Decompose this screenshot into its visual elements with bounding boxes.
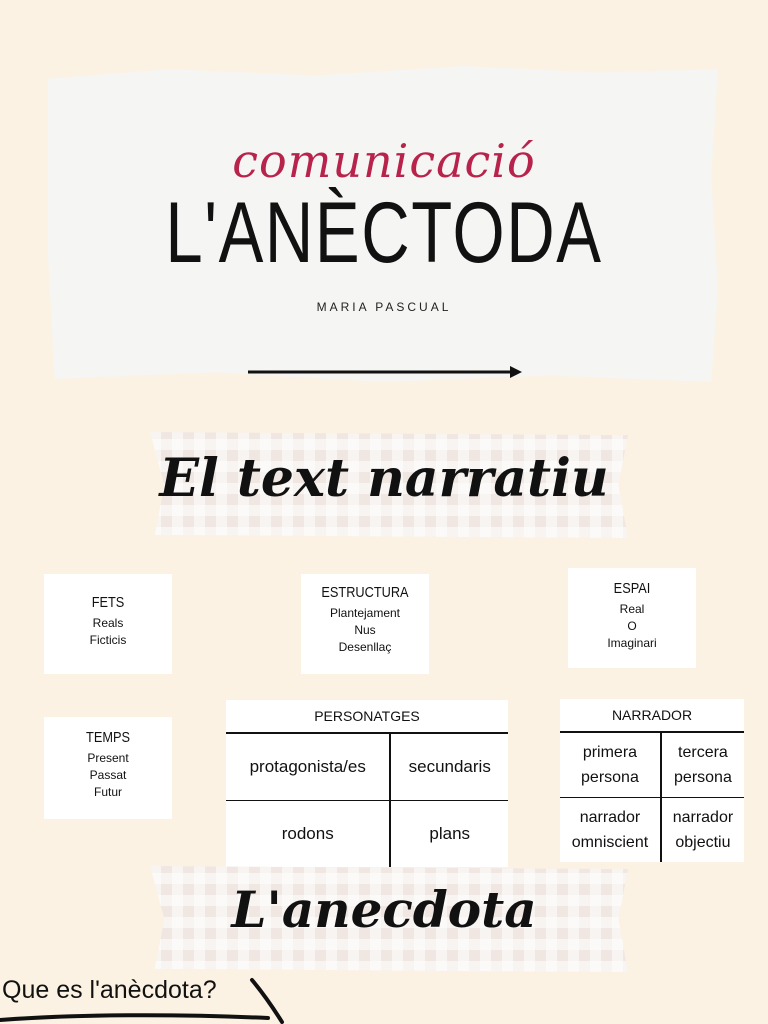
- table-cell: secundaris: [390, 733, 508, 801]
- table-cell: plans: [429, 824, 471, 843]
- card-line: Desenllaç: [338, 640, 392, 654]
- card-line: Nus: [354, 623, 376, 637]
- card-title: ESTRUCTURA: [321, 584, 409, 601]
- table-cell: primera persona: [560, 732, 661, 798]
- table-cell: tercera persona: [661, 732, 744, 798]
- question-text: Que es l'anècdota?: [2, 976, 217, 1004]
- card-title: FETS: [91, 594, 125, 611]
- card-title: ESPAI: [613, 580, 651, 597]
- subject-script-title: comunicació: [232, 134, 536, 188]
- page-title: L'ANÈCTODA: [165, 185, 603, 281]
- table-cell: rodons: [226, 801, 390, 868]
- card-line: Passat: [89, 768, 127, 782]
- card-line: Present: [87, 751, 129, 765]
- card-temps: [44, 717, 172, 819]
- table-narrador: [560, 699, 744, 862]
- card-estructura: [301, 574, 429, 674]
- table-row: [226, 733, 508, 801]
- card-line: Futur: [93, 785, 122, 799]
- card-line: Imaginari: [607, 636, 657, 650]
- table-row: [560, 798, 744, 863]
- table-cell: narrador objectiu: [672, 809, 734, 851]
- card-line: O: [627, 619, 637, 633]
- author-name: MARIA PASCUAL: [316, 300, 452, 314]
- card-line: Plantejament: [329, 606, 401, 620]
- arrow-right-icon: [246, 362, 526, 382]
- card-line: Reals: [92, 616, 124, 630]
- table-header: PERSONATGES: [226, 700, 508, 733]
- card-line: Ficticis: [89, 633, 127, 647]
- table-cell: protagonista/es: [226, 733, 390, 801]
- table-cell: narrador omniscient: [560, 798, 661, 863]
- card-title: TEMPS: [86, 729, 130, 746]
- table-row: [560, 732, 744, 798]
- table-header: NARRADOR: [560, 699, 744, 732]
- section-heading-anecdota: L'anecdota: [231, 880, 537, 939]
- card-line: Real: [619, 602, 645, 616]
- table-row: [226, 801, 508, 868]
- card-espai: [568, 568, 696, 668]
- section-heading-text-narratiu: El text narratiu: [159, 448, 609, 509]
- card-fets: [44, 574, 172, 674]
- table-personatges: [226, 700, 508, 867]
